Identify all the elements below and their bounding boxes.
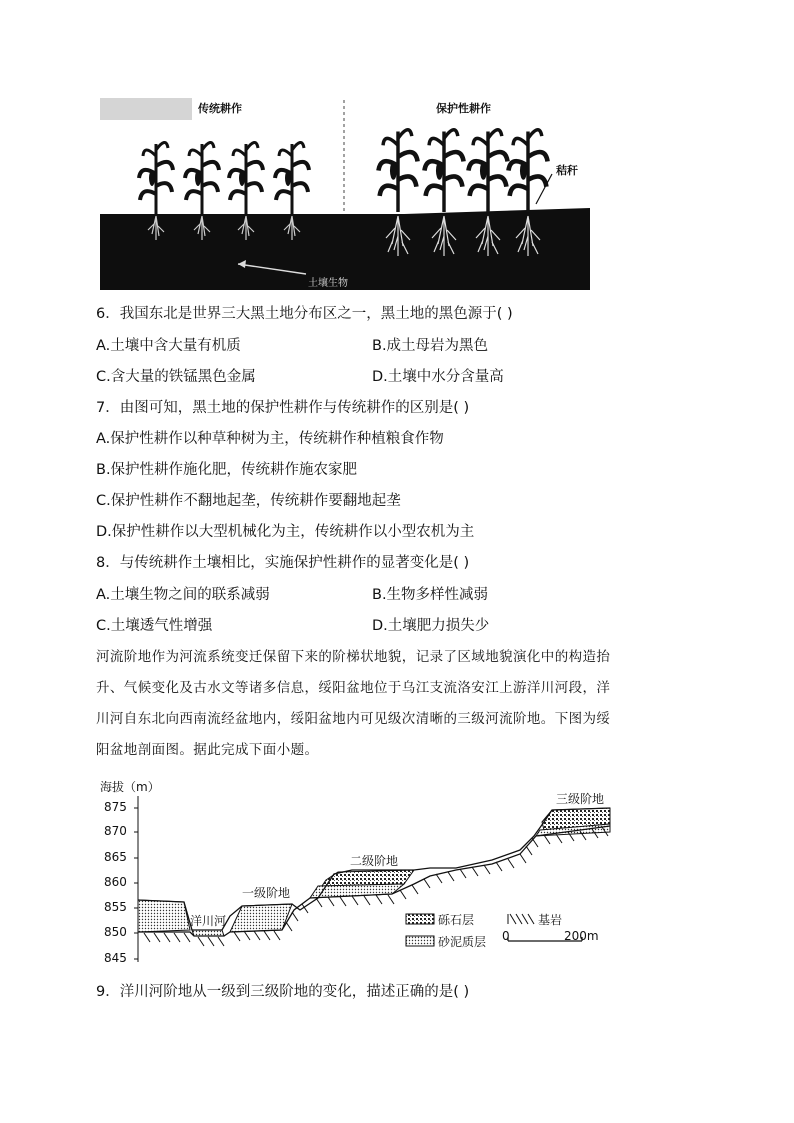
- q6-stem: 6．我国东北是世界三大黑土地分布区之一，黑土地的黑色源于( ): [96, 306, 513, 322]
- y-tick-875: 875: [104, 800, 127, 814]
- passage-line-2: 升、气候变化及古水文等诸多信息，绥阳盆地位于乌江支流洛安江上游洋川河段，洋: [96, 680, 611, 696]
- q7-option-c: C.保护性耕作不翻地起垄，传统耕作要翻地起垄: [96, 493, 401, 509]
- legend-bedrock-label: 基岩: [538, 913, 563, 927]
- q8-option-c: C.土壤透气性增强: [96, 618, 213, 634]
- legend-bedrock-swatch: [508, 914, 534, 924]
- q6-option-d: D.土壤中水分含量高: [372, 369, 504, 385]
- q7-option-a: A.保护性耕作以种草种树为主，传统耕作种植粮食作物: [96, 431, 444, 447]
- q8-option-d: D.土壤肥力损失少: [372, 618, 490, 634]
- label-protective: 保护性耕作: [436, 102, 491, 115]
- label-terrace-3: 三级阶地: [556, 792, 605, 806]
- q8-stem: 8．与传统耕作土壤相比，实施保护性耕作的显著变化是( ): [96, 555, 470, 571]
- legend-gravel-label: 砾石层: [438, 913, 475, 927]
- q7-option-b: B.保护性耕作施化肥，传统耕作施农家肥: [96, 462, 358, 478]
- terrace-profile-figure: [96, 774, 636, 974]
- y-tick-870: 870: [104, 824, 127, 838]
- terrace-profile-svg: [96, 774, 636, 974]
- q7-stem: 7．由图可知，黑土地的保护性耕作与传统耕作的区别是( ): [96, 400, 470, 416]
- y-tick-845: 845: [104, 951, 127, 965]
- passage-line-3: 川河自东北向西南流经盆地内，绥阳盆地内可见级次清晰的三级河流阶地。下图为绥: [96, 711, 611, 727]
- legend-sandmud-label: 砂泥质层: [438, 935, 487, 949]
- label-straw: 秸秆: [556, 164, 578, 177]
- tillage-figure-svg: [100, 96, 590, 290]
- layer-river: [192, 930, 224, 936]
- q6-option-a: A.土壤中含大量有机质: [96, 338, 241, 354]
- q8-option-a: A.土壤生物之间的联系减弱: [96, 587, 270, 603]
- y-ticks: [134, 808, 138, 959]
- layer-left-bank: [138, 900, 190, 932]
- legend-gravel-swatch: [406, 914, 434, 924]
- passage: [96, 642, 698, 766]
- q9-stem: 9．洋川河阶地从一级到三级阶地的变化，描述正确的是( ): [96, 984, 470, 1000]
- y-axis-label: 海拔（m）: [100, 780, 160, 794]
- y-tick-865: 865: [104, 850, 127, 864]
- label-traditional: 传统耕作: [198, 102, 242, 115]
- y-tick-860: 860: [104, 875, 127, 889]
- q6-option-c: C.含大量的铁锰黑色金属: [96, 369, 256, 385]
- q7-option-d: D.保护性耕作以大型机械化为主，传统耕作以小型农机为主: [96, 524, 475, 540]
- passage-line-1: 河流阶地作为河流系统变迁保留下来的阶梯状地貌，记录了区域地貌演化中的构造抬: [96, 649, 611, 665]
- scale-end-label: 200m: [564, 929, 599, 943]
- label-terrace-1: 一级阶地: [242, 886, 291, 900]
- q6-option-b: B.成土母岩为黑色: [372, 338, 489, 354]
- label-river: 洋川河: [190, 914, 227, 928]
- label-soil-organism: 土壤生物: [308, 278, 348, 289]
- q8-option-b: B.生物多样性减弱: [372, 587, 489, 603]
- passage-line-4: 阳盆地剖面图。据此完成下面小题。: [96, 742, 319, 758]
- scale-start-label: 0: [502, 929, 510, 943]
- label-terrace-2: 二级阶地: [350, 854, 399, 868]
- y-tick-850: 850: [104, 925, 127, 939]
- legend-sandmud-swatch: [406, 936, 434, 946]
- tillage-figure: [100, 96, 590, 290]
- y-tick-855: 855: [104, 900, 127, 914]
